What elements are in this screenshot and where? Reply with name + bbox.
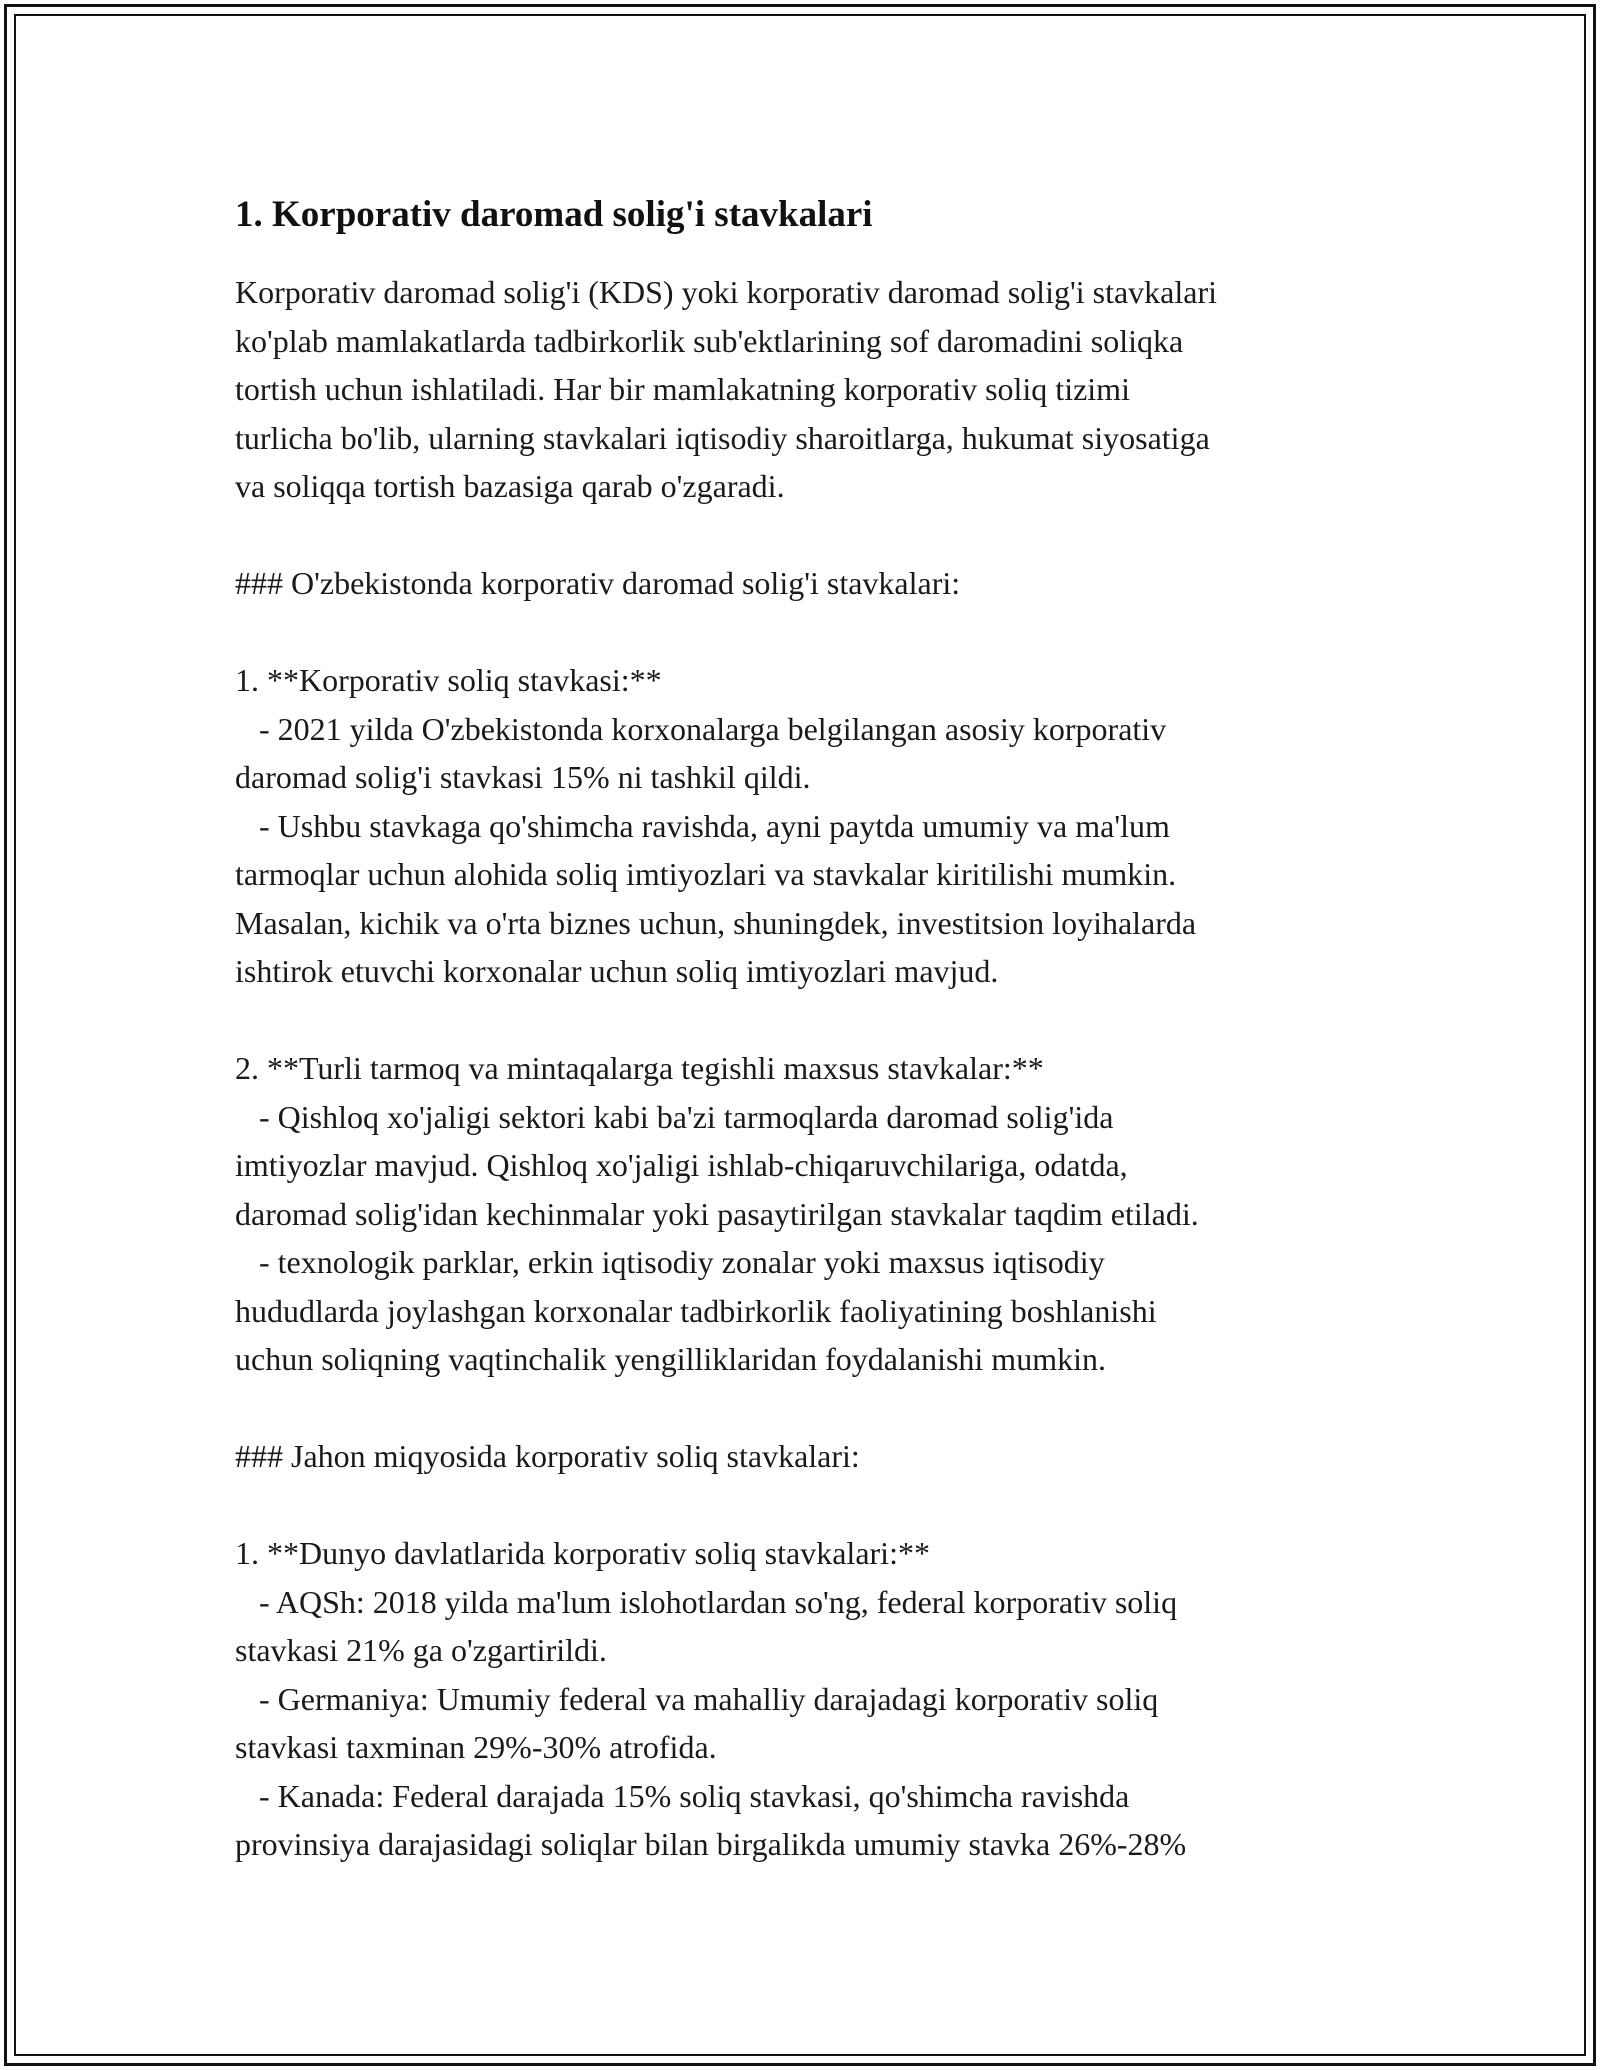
spacer — [235, 1384, 1375, 1433]
spacer — [235, 608, 1375, 657]
list-bullet: - Germaniya: Umumiy federal va mahalliy darajadagi korporativ soliq stavkasi taxminan 29%-30% atrofida. — [235, 1680, 1159, 1765]
list-bullet: - Qishloq xo'jaligi sektori kabi ba'zi tarmoqlarda daromad solig'ida imtiyozlar mavjud. Qishloq xo'jaligi ishlab-chiqaruvchilariga, odatda, daromad solig'idan kechinmalar yoki pasaytirilgan stavkalar taqdim etiladi. — [235, 1098, 1199, 1232]
spacer — [235, 1481, 1375, 1530]
document-body — [235, 190, 1375, 1869]
list-bullet: - AQSh: 2018 yilda ma'lum islohotlardan so'ng, federal korporativ soliq stavkasi 21% ga o'zgartirildi. — [235, 1583, 1178, 1668]
section-heading-uzbekistan: ### O'zbekistonda korporativ daromad solig'i stavkalari: — [235, 565, 961, 601]
list-bullet: - texnologik parklar, erkin iqtisodiy zonalar yoki maxsus iqtisodiy hududlarda joylashgan korxonalar tadbirkorlik faoliyatining boshlanishi uchun soliqning vaqtinchalik yengilliklaridan foydalanishi mumkin. — [235, 1244, 1157, 1377]
list-bullet: - Kanada: Federal darajada 15% soliq stavkasi, qo'shimcha ravishda provinsiya darajasidagi soliqlar bilan birgalikda umumiy stavka 26%-28% — [235, 1777, 1187, 1862]
list-item-label: 1. **Korporativ soliq stavkasi:** — [235, 662, 662, 698]
list-item-label: 1. **Dunyo davlatlarida korporativ soliq stavkalari:** — [235, 1535, 930, 1571]
page-title: 1. Korporativ daromad solig'i stavkalari — [235, 194, 873, 235]
section-heading-world: ### Jahon miqyosida korporativ soliq stavkalari: — [235, 1438, 860, 1474]
list-item-label: 2. **Turli tarmoq va mintaqalarga tegishli maxsus stavkalar:** — [235, 1050, 1044, 1086]
list-bullet: - Ushbu stavkaga qo'shimcha ravishda, ayni paytda umumiy va ma'lum tarmoqlar uchun alohida soliq imtiyozlari va stavkalar kiritilishi mumkin. Masalan, kichik va o'rta biznes uchun, shuningdek, investitsion loyihalarda ishtirok etuvchi korxonalar uchun soliq imtiyozlari mavjud. — [235, 807, 1197, 989]
list-bullet: - 2021 yilda O'zbekistonda korxonalarga belgilangan asosiy korporativ daromad solig'i stavkasi 15% ni tashkil qildi. — [235, 710, 1167, 795]
spacer — [235, 511, 1375, 560]
spacer — [235, 996, 1375, 1045]
intro-paragraph: Korporativ daromad solig'i (KDS) yoki korporativ daromad solig'i stavkalari ko'plab mamlakatlarda tadbirkorlik sub'ektlarining sof daromadini soliqka tortish uchun ishlatiladi. Har bir mamlakatning korporativ soliq tizimi turlicha bo'lib, ularning stavkalari iqtisodiy sharoitlarga, hukumat siyosatiga va soliqqa tortish bazasiga qarab o'zgaradi. — [235, 274, 1217, 504]
